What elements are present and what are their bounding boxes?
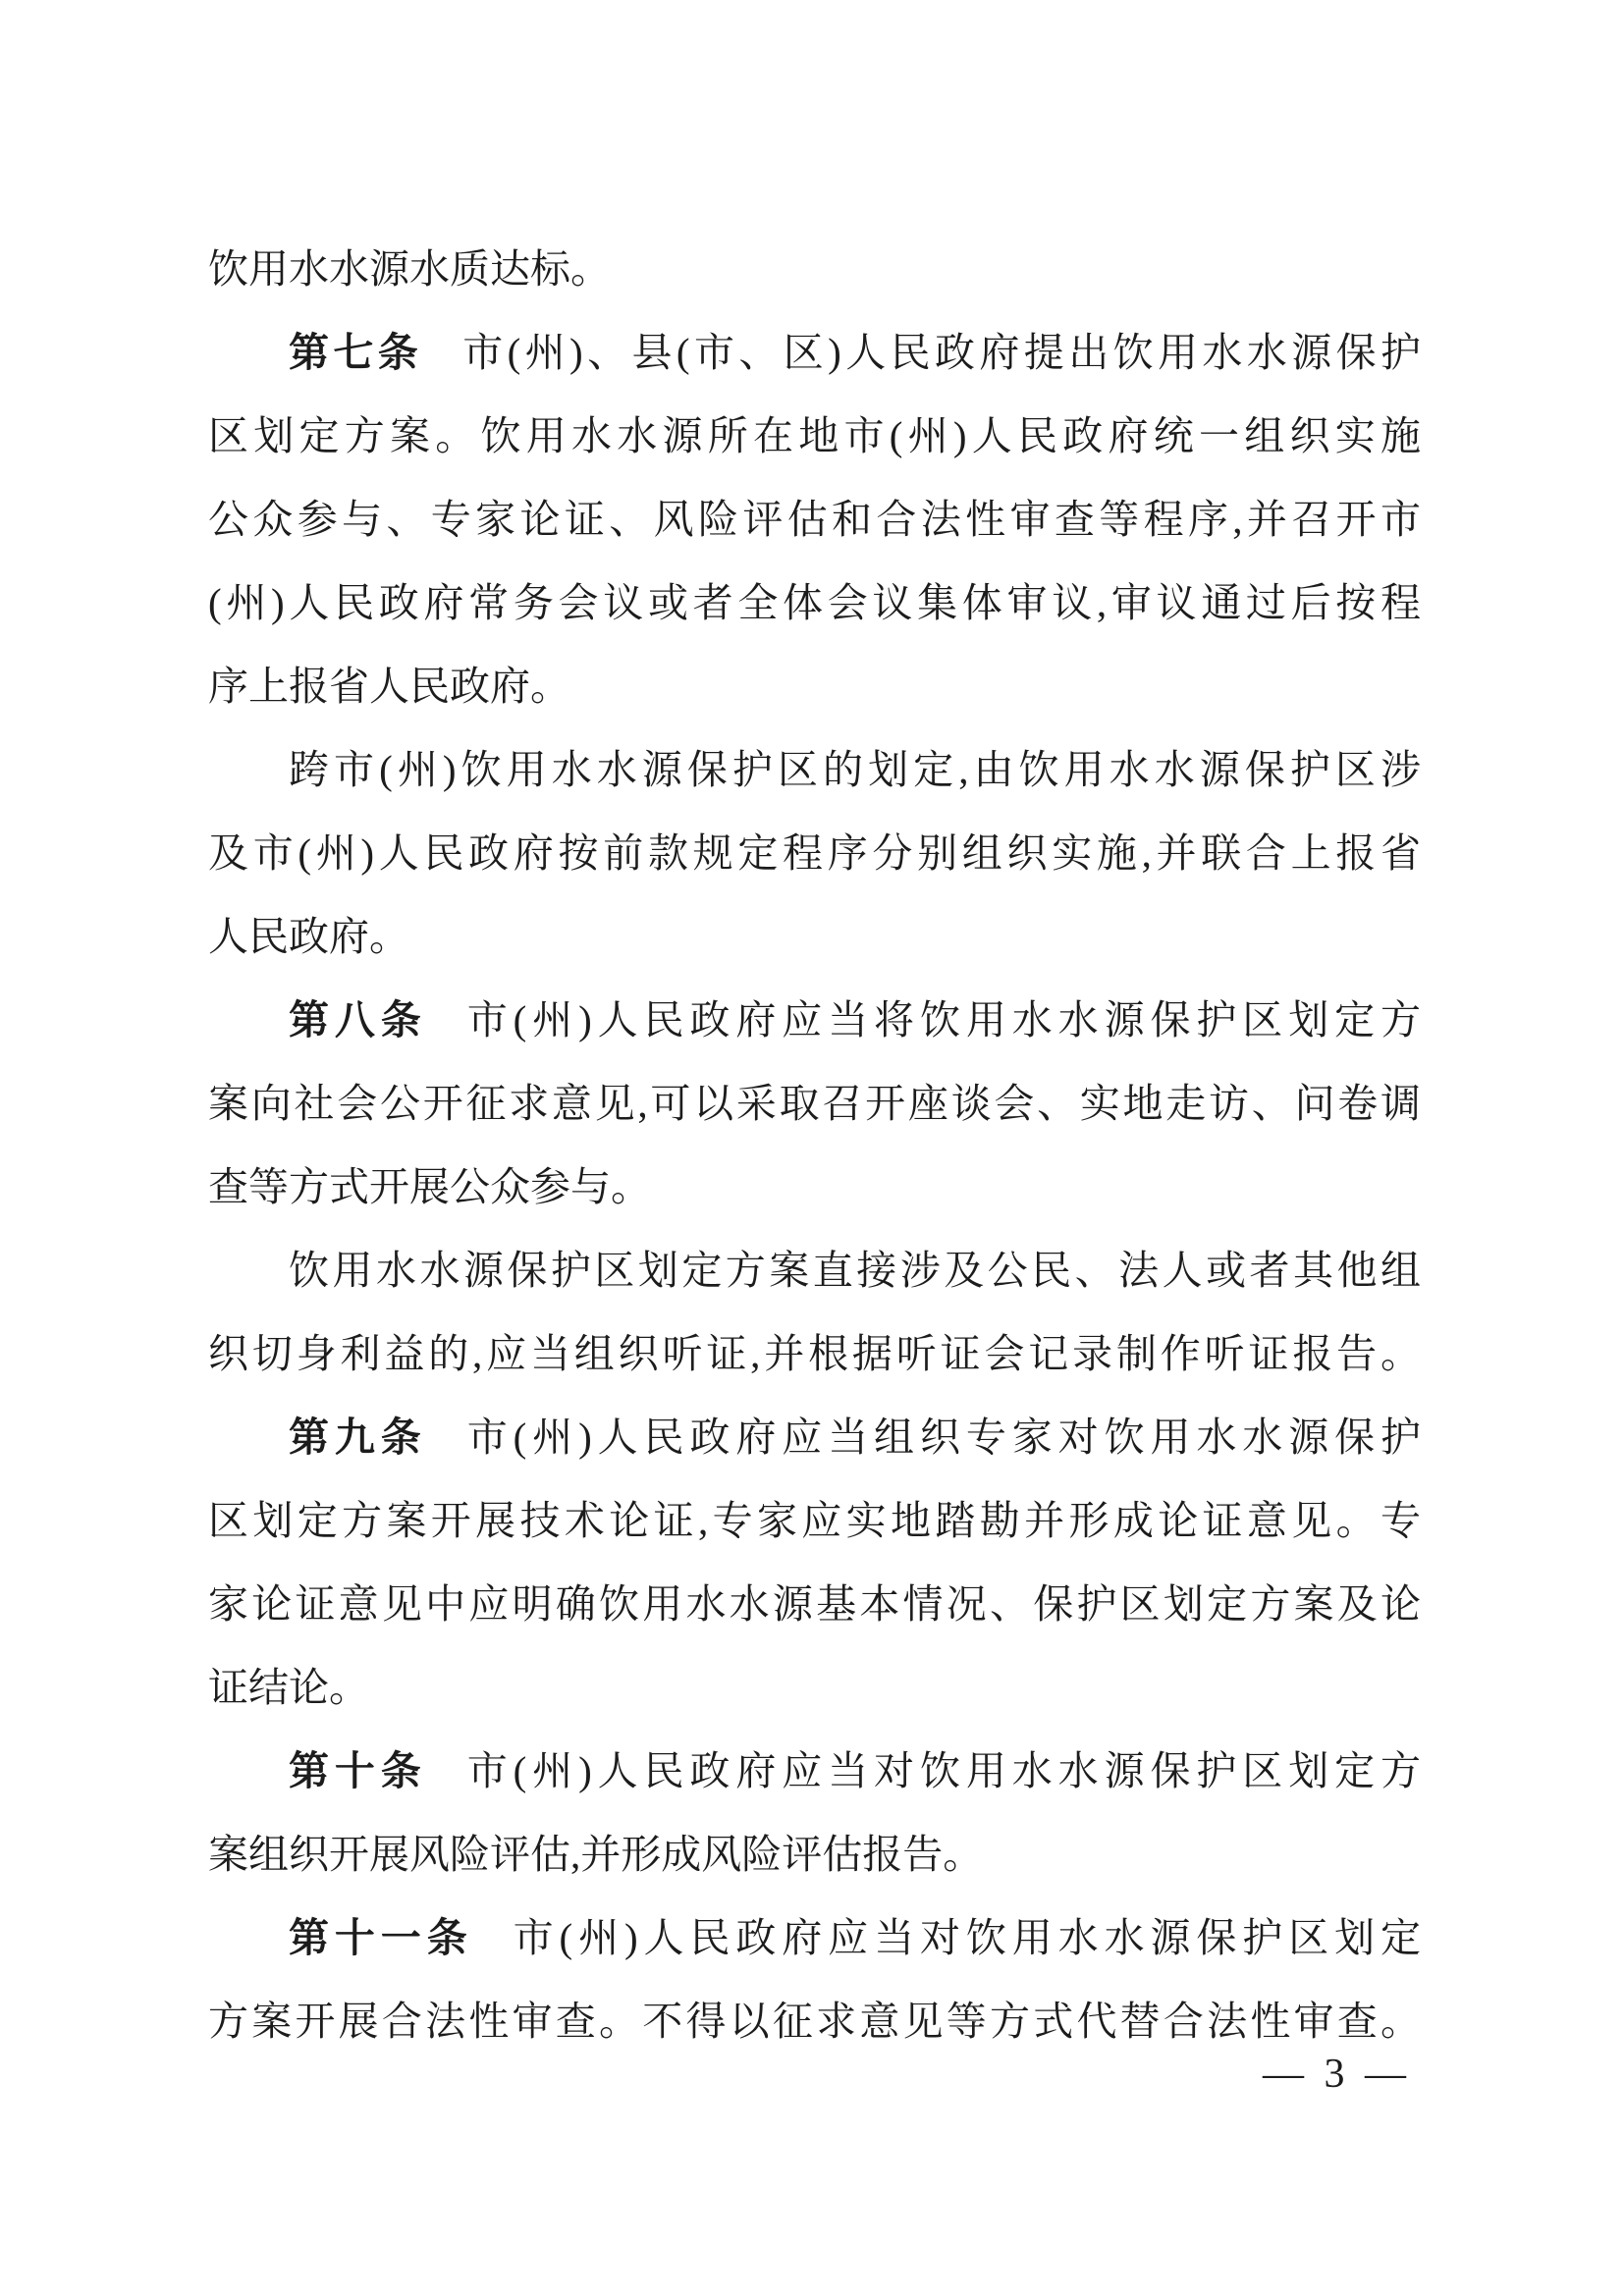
text-line: 跨市(州)饮用水水源保护区的划定,由饮用水水源保护区涉 (289, 747, 1421, 792)
text-line (208, 1896, 1421, 1980)
text-line: 公众参与、专家论证、风险评估和合法性审查等程序,并召开市 (208, 497, 1421, 542)
page-number: — 3 — (1263, 2052, 1411, 2097)
article-number: 第九条 (289, 1415, 427, 1460)
text-line: 饮用水水源水质达标。 (208, 246, 611, 292)
line-text: 市(州)人民政府应当将饮用水水源保护区划定方 (466, 997, 1421, 1042)
text-line: 饮用水水源保护区划定方案直接涉及公民、法人或者其他组 (289, 1248, 1421, 1293)
text-line: 方案开展合法性审查。不得以征求意见等方式代替合法性审查。 (208, 1999, 1421, 2044)
text-line: 织切身利益的,应当组织听证,并根据听证会记录制作听证报告。 (208, 1331, 1421, 1376)
text-line: 区划定方案开展技术论证,专家应实地踏勘并形成论证意见。专 (208, 1498, 1421, 1543)
text-line: 人民政府。 (208, 914, 409, 959)
text-line (208, 979, 1421, 1062)
line-text: 市(州)人民政府应当组织专家对饮用水水源保护 (466, 1415, 1421, 1460)
document-body (208, 228, 1421, 2063)
text-line: 及市(州)人民政府按前款规定程序分别组织实施,并联合上报省 (208, 830, 1421, 876)
article-number: 第十一条 (289, 1915, 473, 1960)
line-text: 市(州)人民政府应当对饮用水水源保护区划定 (513, 1915, 1422, 1960)
text-line: 区划定方案。饮用水水源所在地市(州)人民政府统一组织实施 (208, 413, 1421, 458)
line-text: 市(州)人民政府应当对饮用水水源保护区划定方 (466, 1748, 1421, 1793)
line-text: 市(州)、县(市、区)人民政府提出饮用水水源保护 (462, 330, 1421, 375)
text-line (208, 1396, 1421, 1479)
text-line: 案组织开展风险评估,并形成风险评估报告。 (208, 1832, 984, 1877)
text-line: (州)人民政府常务会议或者全体会议集体审议,审议通过后按程 (208, 580, 1421, 625)
text-line (208, 311, 1421, 395)
text-line: 证结论。 (208, 1665, 369, 1710)
article-number: 第八条 (289, 997, 427, 1042)
text-line: 查等方式开展公众参与。 (208, 1164, 651, 1209)
text-line: 序上报省人民政府。 (208, 664, 570, 709)
article-number: 第七条 (289, 330, 423, 375)
article-number: 第十条 (289, 1748, 427, 1793)
text-line: 家论证意见中应明确饮用水水源基本情况、保护区划定方案及论 (208, 1581, 1421, 1627)
text-line: 案向社会公开征求意见,可以采取召开座谈会、实地走访、问卷调 (208, 1081, 1421, 1126)
text-line (208, 1730, 1421, 1813)
